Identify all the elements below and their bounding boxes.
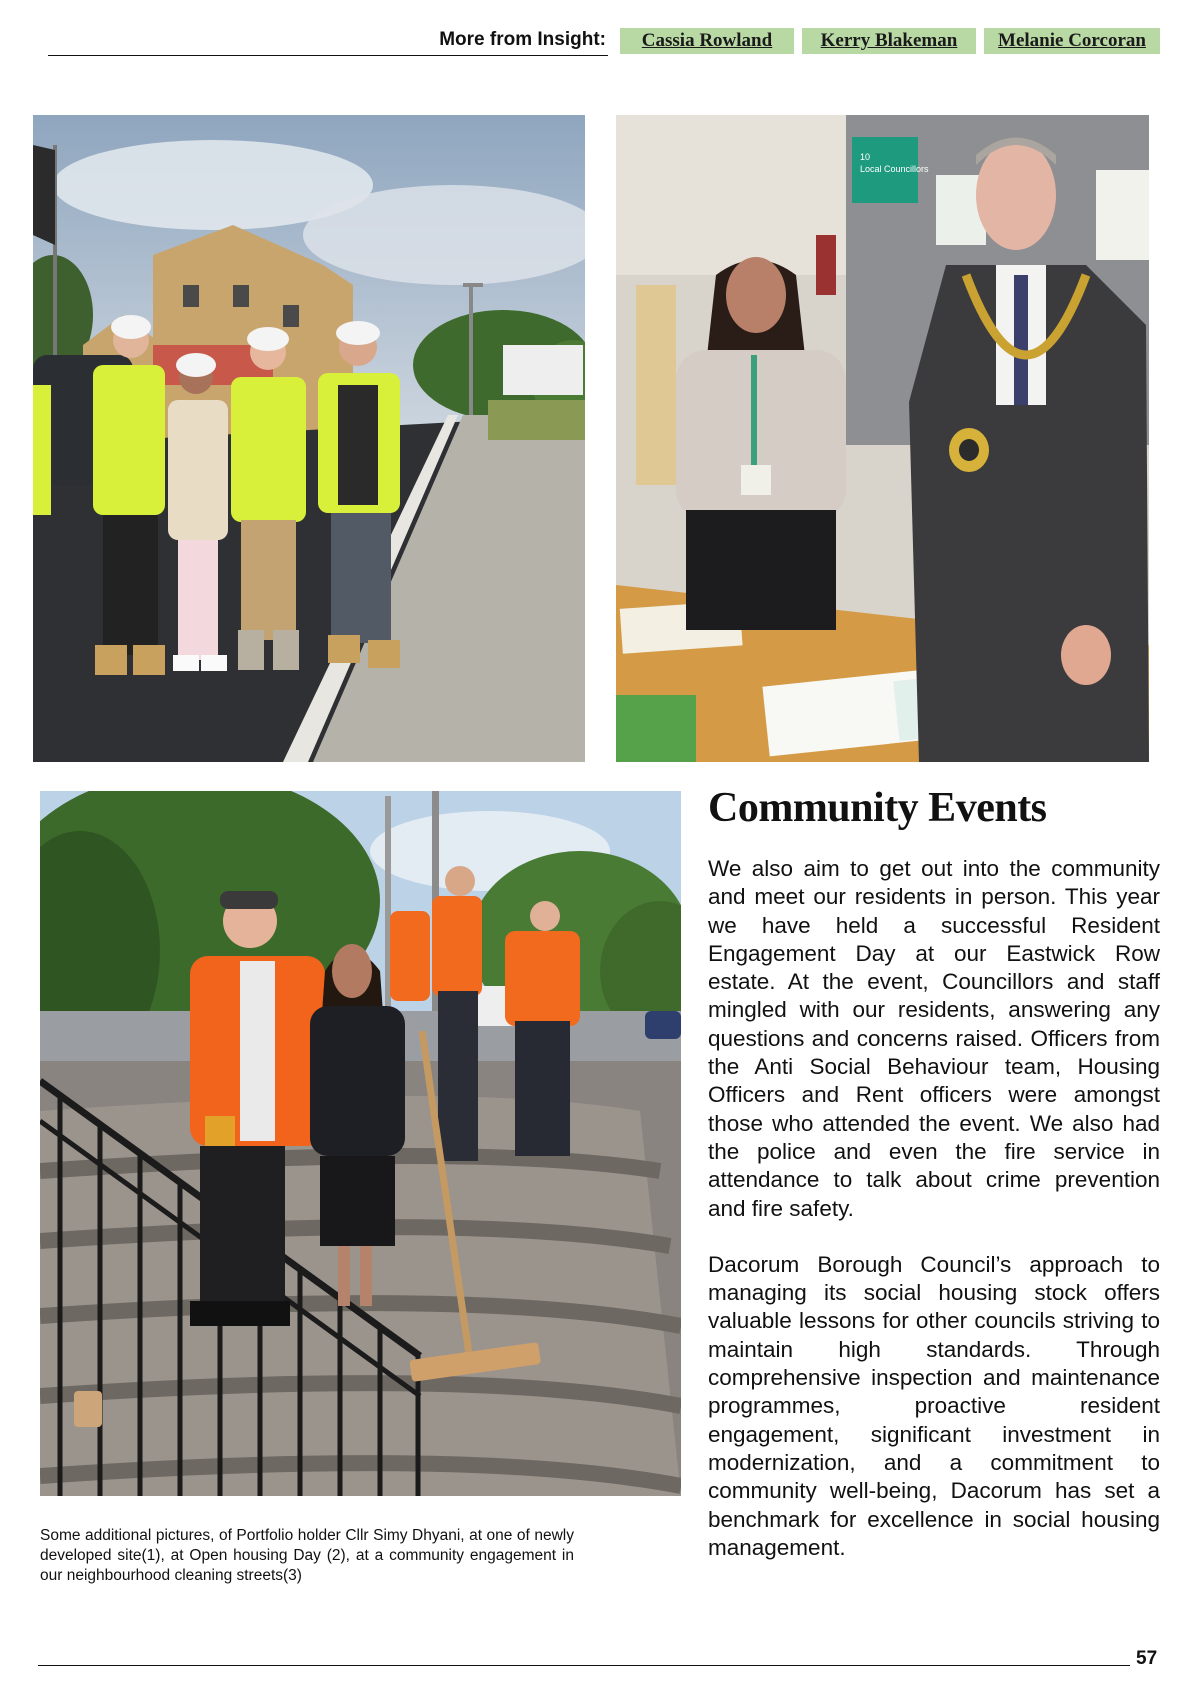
article-paragraph: Dacorum Borough Council’s approach to managing its social housing stock offers valuable lessons for other councils striving to maintain high standards. Through comprehensive inspection and maintenance programmes, proactive resident engagement, significant investment in modernization, and a commitment to community well-being, Dacorum has set a benchmark for excellence in social housing management. [708, 1251, 1160, 1560]
header-rule [48, 55, 608, 56]
footer-rule [38, 1665, 1130, 1666]
photo-caption: Some additional pictures, of Portfolio holder Cllr Simy Dhyani, at one of newly developed site(1), at Open housing Day (2), at a community engagement in our neighbourhood cleaning streets(3) [40, 1527, 574, 1584]
page-number: 57 [1136, 1648, 1158, 1669]
author-link-cassia-rowland[interactable]: Cassia Rowland [620, 28, 794, 54]
section-heading-community-events: Community Events [708, 785, 1047, 831]
photo-street-cleaning [40, 791, 681, 1496]
author-link-melanie-corcoran[interactable]: Melanie Corcoran [984, 28, 1160, 54]
article-paragraph: We also aim to get out into the community and meet our residents in person. This year we have held a successful Resident Engagement Day at our Eastwick Row estate. At the event, Councillors and staff mingled with our residents, answering any questions and concerns raised. Officers from the Anti Social Behaviour team, Housing Officers and Rent officers were amongst those who attended the event. We also had the police and even the fire service in attendance to talk about crime prevention and fire safety. [708, 856, 1160, 1221]
local-councillors-sign: 10 Local Councillors [860, 152, 929, 174]
more-from-label: More from Insight: [439, 29, 606, 50]
photo-open-housing-day [616, 115, 1149, 762]
photo-construction-site [33, 115, 585, 762]
article-body [708, 855, 1160, 1562]
author-link-kerry-blakeman[interactable]: Kerry Blakeman [802, 28, 976, 54]
